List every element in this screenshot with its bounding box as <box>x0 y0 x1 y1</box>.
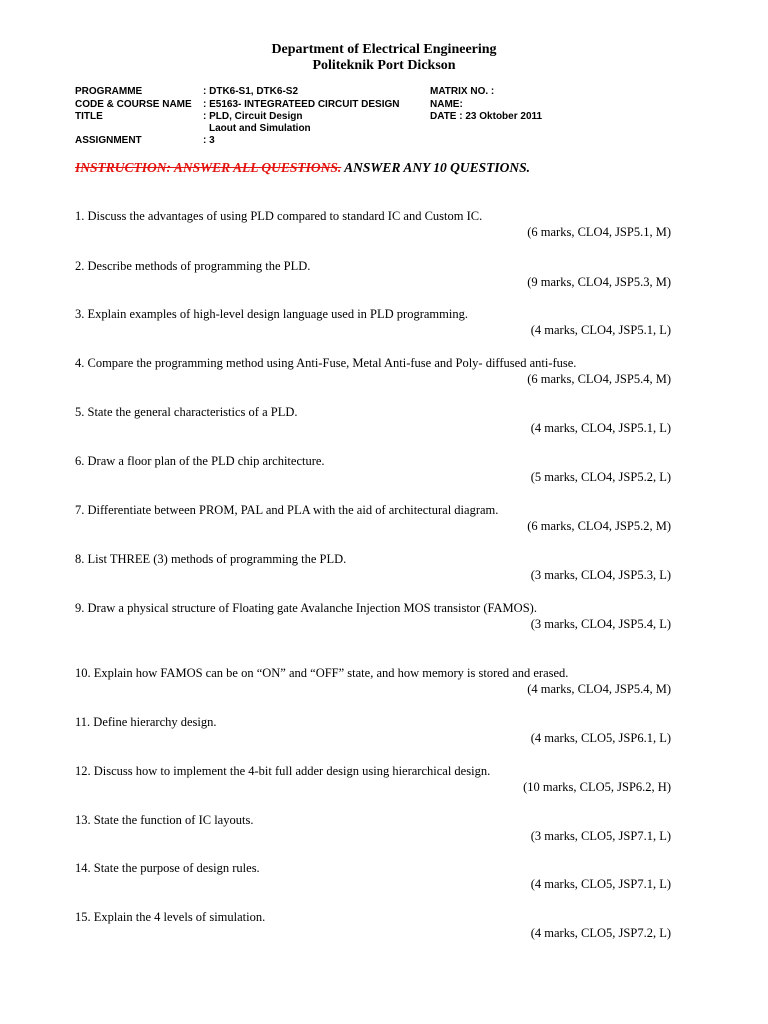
question-text: 4. Compare the programming method using Anti-Fuse, Metal Anti-fuse and Poly- diffused anti-fuse. <box>75 356 577 370</box>
programme-value: : DTK6-S1, DTK6-S2 <box>203 86 299 97</box>
question-text: 11. Define hierarchy design. <box>75 715 217 729</box>
question-marks: (4 marks, CLO4, JSP5.4, M) <box>527 682 671 696</box>
question-marks: (4 marks, CLO5, JSP6.1, L) <box>530 731 671 745</box>
question-text: 14. State the purpose of design rules. <box>75 861 260 875</box>
question-item <box>75 306 671 338</box>
question-marks: (3 marks, CLO4, JSP5.4, L) <box>530 617 671 631</box>
question-text: 8. List THREE (3) methods of programming the PLD. <box>75 552 347 566</box>
title-value-line2: Laout and Simulation <box>209 123 311 134</box>
question-item <box>75 665 671 697</box>
question-text: 7. Differentiate between PROM, PAL and PLA with the aid of architectural diagram. <box>75 503 499 517</box>
question-text: 6. Draw a floor plan of the PLD chip architecture. <box>75 454 325 468</box>
question-text: 15. Explain the 4 levels of simulation. <box>75 910 266 924</box>
question-item <box>75 502 671 534</box>
institution-title: Politeknik Port Dickson <box>312 58 456 73</box>
question-marks: (3 marks, CLO4, JSP5.3, L) <box>530 568 671 582</box>
question-text: 3. Explain examples of high-level design language used in PLD programming. <box>75 307 468 321</box>
question-marks: (6 marks, CLO4, JSP5.2, M) <box>527 519 671 533</box>
question-item <box>75 258 671 290</box>
question-item <box>75 551 671 583</box>
instruction-struck: INSTRUCTION: ANSWER ALL QUESTIONS. <box>75 160 342 175</box>
question-item <box>75 812 671 844</box>
question-text: 13. State the function of IC layouts. <box>75 813 254 827</box>
question-marks: (3 marks, CLO5, JSP7.1, L) <box>530 829 671 843</box>
question-marks: (4 marks, CLO4, JSP5.1, L) <box>530 323 671 337</box>
question-item <box>75 355 671 387</box>
question-item <box>75 763 671 795</box>
instruction-active: ANSWER ANY 10 QUESTIONS. <box>344 160 530 175</box>
department-title: Department of Electrical Engineering <box>271 42 497 57</box>
instruction-line <box>75 160 530 176</box>
question-marks: (5 marks, CLO4, JSP5.2, L) <box>530 470 671 484</box>
question-marks: (6 marks, CLO4, JSP5.1, M) <box>527 225 671 239</box>
question-marks: (4 marks, CLO5, JSP7.2, L) <box>530 926 671 940</box>
question-text: 12. Discuss how to implement the 4-bit full adder design using hierarchical design. <box>75 764 491 778</box>
question-marks: (10 marks, CLO5, JSP6.2, H) <box>523 780 671 794</box>
assignment-value: : 3 <box>203 135 215 146</box>
question-item <box>75 208 671 240</box>
name-label: NAME: <box>430 99 463 110</box>
course-label: CODE & COURSE NAME <box>75 99 192 110</box>
course-value: : E5163- INTEGRATEED CIRCUIT DESIGN <box>203 99 400 110</box>
title-value-line1: : PLD, Circuit Design <box>203 111 303 122</box>
question-marks: (9 marks, CLO4, JSP5.3, M) <box>527 275 671 289</box>
question-item <box>75 860 671 892</box>
question-text: 10. Explain how FAMOS can be on “ON” and “OFF” state, and how memory is stored and erased. <box>75 666 569 680</box>
question-text: 1. Discuss the advantages of using PLD compared to standard IC and Custom IC. <box>75 209 483 223</box>
date-label: DATE : 23 Oktober 2011 <box>430 111 543 122</box>
question-marks: (6 marks, CLO4, JSP5.4, M) <box>527 372 671 386</box>
question-item <box>75 404 671 436</box>
matrix-no-label: MATRIX NO. : <box>430 86 495 97</box>
question-item <box>75 453 671 485</box>
assignment-label: ASSIGNMENT <box>75 135 142 146</box>
question-text: 5. State the general characteristics of a PLD. <box>75 405 298 419</box>
programme-label: PROGRAMME <box>75 86 143 97</box>
question-item <box>75 714 671 746</box>
question-marks: (4 marks, CLO5, JSP7.1, L) <box>530 877 671 891</box>
question-item <box>75 909 671 941</box>
question-item <box>75 600 671 632</box>
question-text: 9. Draw a physical structure of Floating gate Avalanche Injection MOS transistor (FAMOS). <box>75 601 537 615</box>
question-marks: (4 marks, CLO4, JSP5.1, L) <box>530 421 671 435</box>
title-label: TITLE <box>75 111 103 122</box>
question-text: 2. Describe methods of programming the PLD. <box>75 259 311 273</box>
